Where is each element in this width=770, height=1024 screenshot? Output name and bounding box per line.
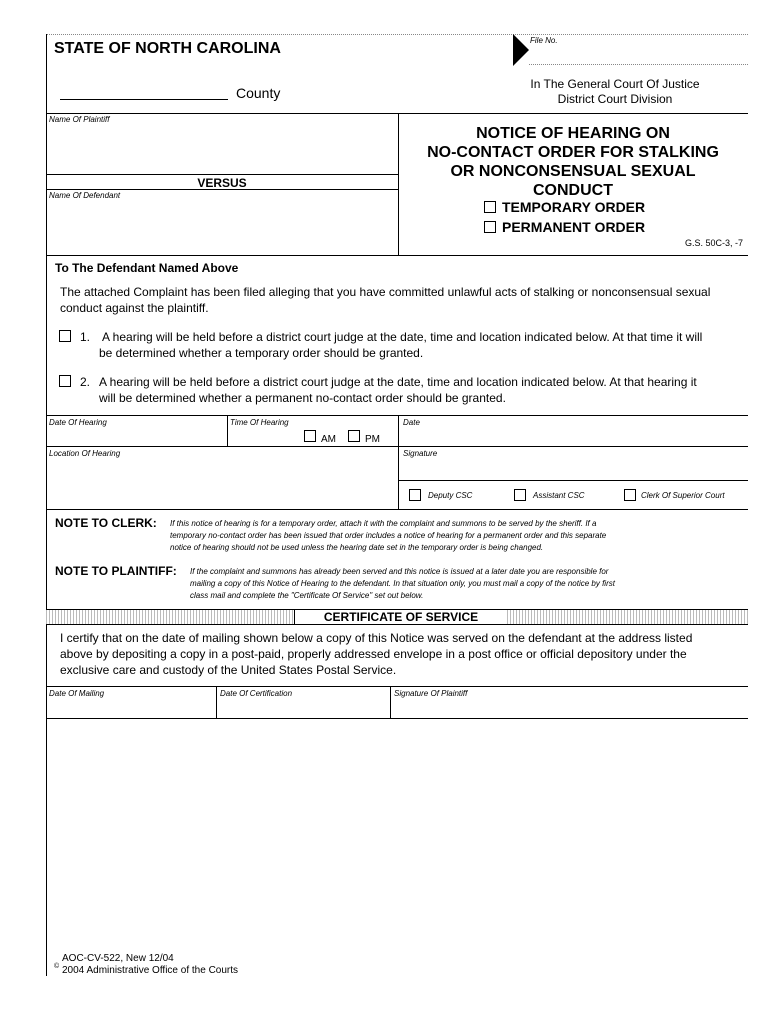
- clerk-superior-court-label: Clerk Of Superior Court: [641, 491, 725, 500]
- note-to-clerk-label: NOTE TO CLERK:: [55, 516, 157, 530]
- versus-bottom-line: [46, 189, 398, 190]
- note-to-plaintiff-line-2: mailing a copy of this Notice of Hearing to the defendant. In that situation only, you must mail a copy of the notice by first: [190, 579, 615, 588]
- certificate-heading: CERTIFICATE OF SERVICE: [294, 609, 508, 625]
- item-1-number: 1.: [80, 330, 91, 344]
- to-defendant-heading: To The Defendant Named Above: [55, 261, 239, 275]
- pm-checkbox[interactable]: [348, 430, 360, 442]
- court-line-2: District Court Division: [557, 92, 673, 106]
- permanent-order-label: PERMANENT ORDER: [502, 219, 646, 235]
- temporary-order-checkbox[interactable]: [484, 201, 496, 213]
- certificate-grid-v2: [390, 686, 391, 718]
- item-2-checkbox[interactable]: [59, 375, 71, 387]
- clerk-superior-court-checkbox[interactable]: [624, 489, 636, 501]
- parties-top-line: [46, 113, 748, 114]
- copyright-text: 2004 Administrative Office of the Courts: [62, 965, 239, 976]
- certificate-line-1: I certify that on the date of mailing shown below a copy of this Notice was served on the defendant at the address listed: [60, 631, 693, 645]
- form-title-line-4: CONDUCT: [533, 182, 613, 199]
- pm-label: PM: [365, 434, 380, 445]
- form-title-line-3: OR NONCONSENSUAL SEXUAL: [450, 163, 696, 180]
- form-title-line-1: NOTICE OF HEARING ON: [476, 125, 670, 142]
- note-to-plaintiff-line-1: If the complaint and summons has already been served and this notice is issued at a later date you are responsible for: [190, 567, 609, 576]
- versus-line: [46, 174, 398, 175]
- copyright-symbol: ©: [54, 963, 60, 970]
- court-line-1: In The General Court Of Justice: [530, 77, 700, 91]
- hearing-grid-v2: [398, 415, 399, 509]
- county-label: County: [236, 85, 281, 101]
- file-no-arrow-icon: [513, 34, 529, 66]
- parties-bottom-line: [46, 255, 748, 256]
- certificate-line-3: exclusive care and custody of the United States Postal Service.: [60, 663, 397, 677]
- item-2-line-1: A hearing will be held before a district court judge at the date, time and location indicated below. At that hearing it: [99, 375, 697, 389]
- hearing-grid-v1: [227, 415, 228, 446]
- permanent-order-checkbox[interactable]: [484, 221, 496, 233]
- note-to-clerk-line-2: temporary no-contact order has been issued that order includes a notice of hearing for a permanent order and this separate: [170, 531, 607, 540]
- note-to-plaintiff-label: NOTE TO PLAINTIFF:: [55, 564, 177, 578]
- statute-reference: G.S. 50C-3, -7: [684, 238, 743, 248]
- time-of-hearing-label: Time Of Hearing: [230, 418, 289, 427]
- county-blank-line[interactable]: [60, 99, 228, 100]
- file-no-line: [529, 64, 748, 65]
- am-label: AM: [321, 434, 336, 445]
- signature-of-plaintiff-label: Signature Of Plaintiff: [394, 689, 468, 698]
- note-to-clerk-line-3: notice of hearing should not be used unless the hearing date set in the temporary order is being changed.: [170, 543, 544, 552]
- intro-line-2: conduct against the plaintiff.: [60, 301, 209, 315]
- deputy-csc-checkbox[interactable]: [409, 489, 421, 501]
- hearing-grid-mid: [46, 446, 748, 447]
- intro-line-1: The attached Complaint has been filed alleging that you have committed unlawful acts of stalking or nonconsensual sexual: [60, 285, 711, 299]
- item-2-number: 2.: [80, 375, 91, 389]
- hearing-grid-top: [46, 415, 748, 416]
- signature-label: Signature: [403, 449, 438, 458]
- date-of-mailing-label: Date Of Mailing: [49, 689, 105, 698]
- defendant-label: Name Of Defendant: [49, 191, 121, 200]
- assistant-csc-checkbox[interactable]: [514, 489, 526, 501]
- note-to-clerk-line-1: If this notice of hearing is for a temporary order, attach it with the complaint and summons to be served by the sheriff. If a: [170, 519, 597, 528]
- certificate-grid-top: [46, 686, 748, 687]
- plaintiff-label: Name Of Plaintiff: [49, 115, 110, 124]
- form-number: AOC-CV-522, New 12/04: [62, 953, 174, 964]
- deputy-csc-label: Deputy CSC: [428, 491, 473, 500]
- item-1-line-2: be determined whether a temporary order should be granted.: [99, 346, 424, 360]
- certificate-hatch-left: [46, 609, 294, 625]
- date-label: Date: [403, 418, 420, 427]
- signature-line: [398, 480, 748, 481]
- am-checkbox[interactable]: [304, 430, 316, 442]
- assistant-csc-label: Assistant CSC: [533, 491, 585, 500]
- top-border: [46, 34, 748, 35]
- location-of-hearing-label: Location Of Hearing: [49, 449, 121, 458]
- temporary-order-label: TEMPORARY ORDER: [502, 199, 646, 215]
- form-title-line-2: NO-CONTACT ORDER FOR STALKING: [427, 144, 719, 161]
- versus-label: VERSUS: [197, 176, 247, 190]
- file-no-label: File No.: [530, 36, 558, 45]
- certificate-line-2: above by depositing a copy in a post-paid, properly addressed envelope in a post office or official depository under the: [60, 647, 687, 661]
- item-1-checkbox[interactable]: [59, 330, 71, 342]
- certificate-grid-v1: [216, 686, 217, 718]
- note-to-plaintiff-line-3: class mail and complete the "Certificate Of Service" set out below.: [190, 591, 424, 600]
- item-2-line-2: will be determined whether a permanent no-contact order should be granted.: [99, 391, 506, 405]
- certificate-hatch-right: [507, 609, 748, 625]
- state-title: STATE OF NORTH CAROLINA: [54, 40, 281, 57]
- certificate-grid-bottom: [46, 718, 748, 719]
- date-of-hearing-label: Date Of Hearing: [49, 418, 107, 427]
- item-1-line-1: A hearing will be held before a district court judge at the date, time and location indicated below. At that time it will: [102, 330, 703, 344]
- date-of-certification-label: Date Of Certification: [220, 689, 293, 698]
- hearing-grid-bottom: [46, 509, 748, 510]
